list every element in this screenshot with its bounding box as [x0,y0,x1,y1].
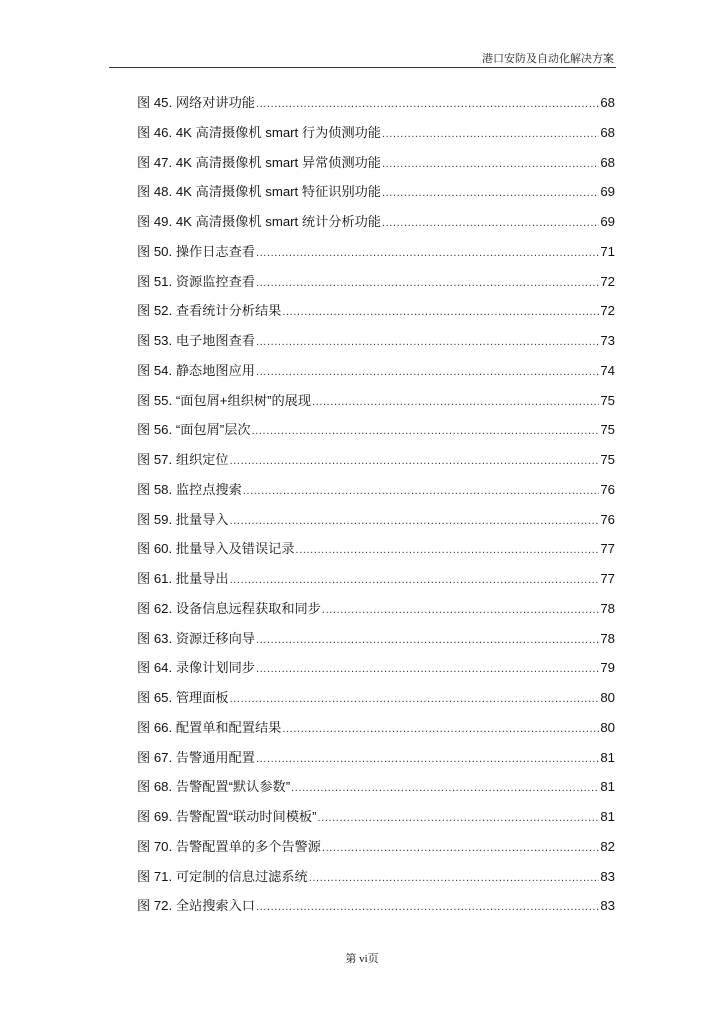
toc-entry[interactable] [137,717,615,747]
toc-entry-label: 图 71. 可定制的信息过滤系统 [137,868,308,884]
dot-leader [230,693,600,705]
dot-leader [312,396,599,408]
toc-entry-label: 图 56. “面包屑”层次 [137,422,251,438]
toc-entry-page: 80 [600,690,615,705]
dot-leader [252,425,600,437]
toc-entry[interactable] [137,806,615,836]
dot-leader [318,812,600,824]
toc-entry-label: 图 66. 配置单和配置结果 [137,719,282,735]
toc-entry-page: 71 [600,243,615,259]
toc-entry[interactable] [137,390,615,420]
toc-entry-label: 图 69. 告警配置“联动时间模板” [137,809,317,824]
toc-entry[interactable] [137,776,615,806]
dot-leader [256,277,599,289]
toc-entry-page: 81 [600,749,615,765]
toc-entry-label: 图 51. 资源监控查看 [137,273,255,289]
toc-entry-page: 78 [600,600,615,616]
toc-entry[interactable] [137,568,615,598]
toc-entry-page: 77 [600,571,615,586]
running-header: 港口安防及自动化解决方案 [482,53,614,65]
toc-entry-label: 图 52. 查看统计分析结果 [137,303,282,319]
toc-entry-page: 75 [600,422,615,438]
dot-leader [322,604,599,616]
toc-entry[interactable] [137,241,615,271]
toc-entry-label: 图 64. 录像计划同步 [137,660,255,676]
toc-entry-page: 68 [600,95,615,110]
toc-entry-page: 69 [600,184,615,200]
toc-entry-page: 68 [600,124,615,140]
toc-entry-label: 图 63. 资源迁移向导 [137,630,255,646]
toc-entry-page: 78 [600,630,615,646]
toc-entry[interactable] [137,211,615,241]
toc-entry[interactable] [137,479,615,509]
toc-entry[interactable] [137,866,615,896]
toc-entry-page: 68 [600,154,615,170]
toc-entry-label: 图 67. 告警通用配置 [137,749,255,765]
toc-entry-page: 77 [600,541,615,557]
toc-entry-page: 76 [600,481,615,497]
toc-entry[interactable] [137,509,615,539]
toc-entry[interactable] [137,836,615,866]
toc-entry-label: 图 61. 批量导出 [137,571,229,586]
toc-entry-page: 79 [600,660,615,676]
toc-entry[interactable] [137,122,615,152]
toc-entry-label: 图 57. 组织定位 [137,452,229,467]
dot-leader [230,515,600,527]
toc-entry-page: 75 [600,452,615,467]
dot-leader [256,336,599,348]
toc-entry[interactable] [137,92,615,122]
toc-entry-page: 73 [600,333,615,348]
toc-entry[interactable] [137,419,615,449]
dot-leader [322,842,599,854]
dot-leader [256,901,599,913]
toc-entry-page: 72 [600,303,615,319]
toc-entry-page: 76 [600,511,615,527]
toc-entry-label: 图 47. 4K 高清摄像机 smart 异常侦测功能 [137,154,381,170]
page-number: 第 vi页 [345,953,379,965]
toc-entry[interactable] [137,895,615,925]
toc-entry-page: 81 [600,809,615,824]
toc-entry[interactable] [137,449,615,479]
dot-leader [230,574,600,586]
toc-entry[interactable] [137,271,615,301]
dot-leader [382,217,599,229]
toc-entry-label: 图 60. 批量导入及错误记录 [137,541,295,557]
toc-entry-label: 图 59. 批量导入 [137,511,229,527]
toc-entry[interactable] [137,747,615,777]
toc-entry-label: 图 58. 监控点搜索 [137,481,242,497]
dot-leader [282,723,599,735]
toc-entry[interactable] [137,152,615,182]
toc-entry-page: 83 [600,898,615,914]
toc-entry[interactable] [137,538,615,568]
dot-leader [309,872,600,884]
toc-entry-label: 图 46. 4K 高清摄像机 smart 行为侦测功能 [137,124,381,140]
dot-leader [256,247,599,259]
toc-entry-label: 图 49. 4K 高清摄像机 smart 统计分析功能 [137,214,381,229]
header-rule [109,67,616,68]
toc-entry[interactable] [137,687,615,717]
toc-entry[interactable] [137,598,615,628]
toc-entry-page: 75 [600,392,615,408]
dot-leader [291,782,599,794]
toc-entry-label: 图 68. 告警配置“默认参数” [137,779,291,795]
toc-entry-label: 图 62. 设备信息远程获取和同步 [137,600,321,616]
toc-entry-page: 81 [600,779,615,795]
dot-leader [256,753,599,765]
toc-entry-label: 图 45. 网络对讲功能 [137,95,255,110]
toc-entry-page: 74 [600,362,615,378]
toc-entry[interactable] [137,300,615,330]
toc-entry[interactable] [137,330,615,360]
toc-entry-page: 83 [600,868,615,884]
toc-entry-label: 图 54. 静态地图应用 [137,362,255,378]
dot-leader [256,663,599,675]
dot-leader [296,544,600,556]
toc-entry-label: 图 53. 电子地图查看 [137,333,255,348]
toc-entry-label: 图 72. 全站搜索入口 [137,898,255,914]
toc-entry-label: 图 70. 告警配置单的多个告警源 [137,838,321,854]
dot-leader [243,485,600,497]
toc-entry[interactable] [137,360,615,390]
dot-leader [256,98,599,110]
toc-entry-page: 69 [600,214,615,229]
dot-leader [382,187,599,199]
toc-entry-label: 图 48. 4K 高清摄像机 smart 特征识别功能 [137,184,381,200]
dot-leader [230,455,600,467]
toc-entry[interactable] [137,628,615,658]
dot-leader [382,158,599,170]
dot-leader [282,306,599,318]
dot-leader [256,366,599,378]
dot-leader [382,128,599,140]
list-of-figures [137,92,615,925]
toc-entry-label: 图 65. 管理面板 [137,690,229,705]
toc-entry-page: 82 [600,838,615,854]
toc-entry-label: 图 50. 操作日志查看 [137,243,255,259]
toc-entry[interactable] [137,181,615,211]
toc-entry-label: 图 55. “面包屑+组织树”的展现 [137,392,312,408]
toc-entry[interactable] [137,657,615,687]
toc-entry-page: 80 [600,719,615,735]
dot-leader [256,634,599,646]
toc-entry-page: 72 [600,273,615,289]
